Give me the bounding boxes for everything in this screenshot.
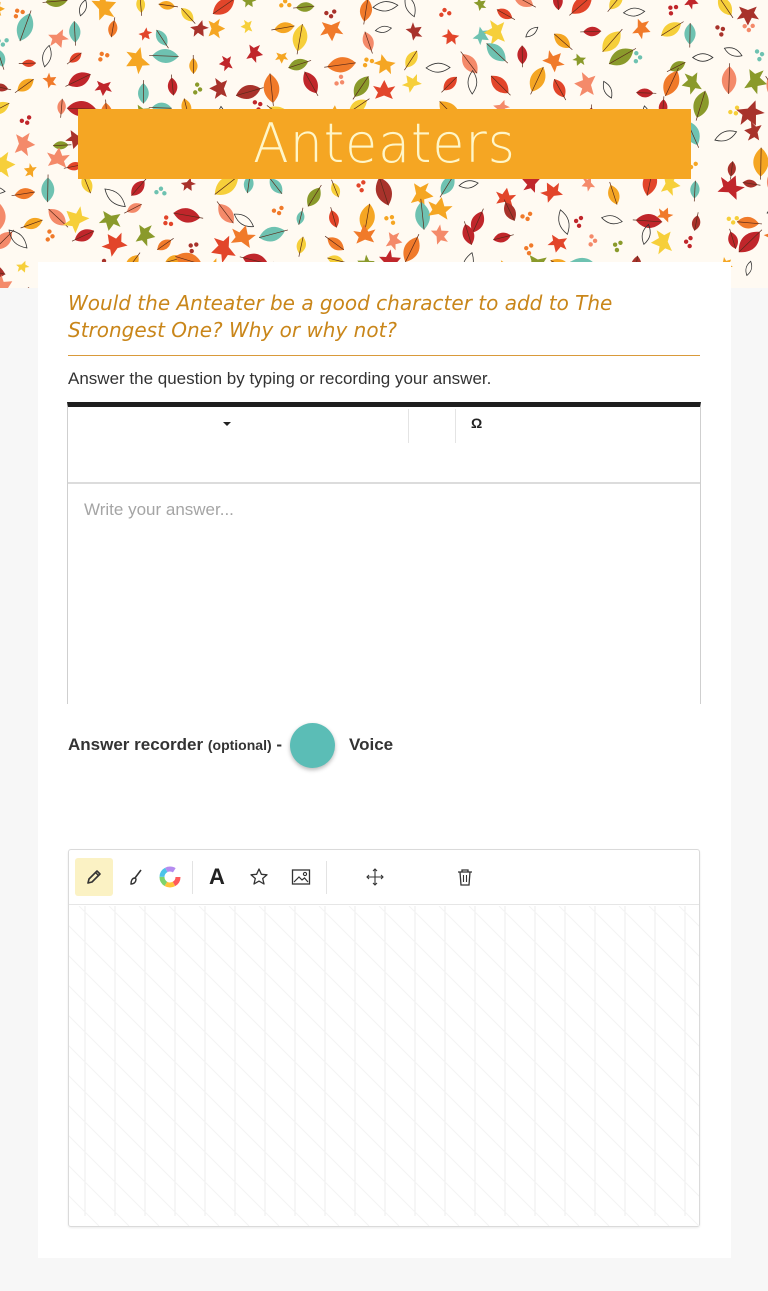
leaf-shape <box>279 0 292 8</box>
leaf-shape <box>734 224 768 257</box>
leaf-shape <box>601 80 615 100</box>
leaf-shape <box>549 77 570 103</box>
grid-diagonal <box>259 906 579 1226</box>
grid-diagonal <box>79 906 399 1226</box>
leaf-shape <box>178 5 199 27</box>
leaf-shape <box>42 0 68 8</box>
leaf-shape <box>322 232 347 254</box>
leaf-shape <box>610 238 623 253</box>
leaf-shape <box>98 211 123 233</box>
leaf-shape <box>353 223 377 243</box>
leaf-shape <box>734 99 768 131</box>
leaf-shape <box>399 231 426 265</box>
leaf-shape <box>385 230 404 251</box>
leaf-shape <box>486 71 515 100</box>
leaf-shape <box>713 128 738 144</box>
leaf-shape <box>693 54 713 62</box>
leaf-shape <box>218 55 233 72</box>
drawing-toolbar <box>69 850 699 905</box>
pencil-icon <box>84 867 104 887</box>
text-tool-button[interactable] <box>198 858 236 896</box>
leaf-shape <box>383 212 398 226</box>
leaf-shape <box>246 43 265 64</box>
leaf-shape <box>209 78 227 99</box>
leaf-shape <box>53 141 72 150</box>
leaf-shape <box>725 228 740 251</box>
record-button[interactable] <box>290 723 335 768</box>
leaf-shape <box>41 45 54 68</box>
leaf-shape <box>658 16 687 40</box>
leaf-shape <box>438 74 460 96</box>
leaf-shape <box>604 180 622 206</box>
leaf-shape <box>0 47 9 71</box>
grid-diagonal <box>69 906 369 1226</box>
leaf-shape <box>107 16 119 37</box>
leaf-shape <box>762 220 768 251</box>
leaf-shape <box>459 179 479 189</box>
leaf-shape <box>744 67 768 96</box>
leaf-shape <box>0 186 5 195</box>
leaf-shape <box>293 1 315 12</box>
leaf-shape <box>334 74 348 89</box>
leaf-shape <box>759 72 768 107</box>
leaf-shape <box>328 178 343 199</box>
image-icon <box>291 868 311 886</box>
leaf-shape <box>623 7 645 16</box>
leaf-shape <box>137 26 154 43</box>
leaf-shape <box>400 48 421 73</box>
leaf-shape <box>46 146 71 168</box>
leaf-shape <box>149 48 179 63</box>
leaf-shape <box>636 88 656 98</box>
leaf-shape <box>438 7 452 18</box>
leaf-shape <box>524 25 540 39</box>
leaf-shape <box>63 68 94 92</box>
leaf-shape <box>189 55 198 74</box>
leaf-shape <box>102 185 129 210</box>
leaf-shape <box>601 214 623 226</box>
grid-diagonal <box>69 906 99 1226</box>
drawing-panel <box>68 849 700 1227</box>
leaf-shape <box>0 98 12 119</box>
brush-icon <box>126 867 146 887</box>
recorder-dash: - <box>276 735 283 754</box>
leaf-shape <box>212 198 239 227</box>
leaf-shape <box>77 0 88 17</box>
image-tool-button[interactable] <box>282 858 320 896</box>
leaf-shape <box>726 216 739 225</box>
leaf-shape <box>572 214 583 228</box>
leaf-shape <box>690 181 700 202</box>
leaf-shape <box>160 214 174 229</box>
leaf-shape <box>324 9 338 20</box>
leaf-shape <box>232 211 256 231</box>
leaf-shape <box>15 260 31 275</box>
leaf-shape <box>683 235 693 248</box>
leaf-shape <box>492 230 515 244</box>
leaf-shape <box>580 26 601 36</box>
answer-input[interactable] <box>68 486 700 704</box>
grid-diagonal <box>69 906 129 1226</box>
leaf-shape <box>746 287 768 288</box>
leaf-shape <box>714 0 738 21</box>
leaf-shape <box>287 55 313 73</box>
leaf-shape <box>723 45 743 59</box>
leaf-shape <box>414 198 432 230</box>
leaf-shape <box>743 121 762 143</box>
editor-toolbar <box>68 407 700 484</box>
leaf-shape <box>737 7 759 26</box>
leaf-shape <box>257 223 290 244</box>
leaf-shape <box>714 22 727 37</box>
leaf-shape <box>550 30 576 54</box>
trash-icon <box>456 867 474 887</box>
leaf-shape <box>370 53 397 79</box>
leaf-shape <box>684 23 696 48</box>
leaf-shape <box>136 0 146 16</box>
leaf-shape <box>15 132 36 157</box>
leaf-shape <box>753 147 768 179</box>
leaf-shape <box>360 55 375 69</box>
leaf-shape <box>742 24 755 33</box>
leaf-shape <box>355 179 366 193</box>
delete-button[interactable] <box>446 858 484 896</box>
leaf-shape <box>155 235 176 254</box>
leaf-shape <box>135 223 157 248</box>
leaf-shape <box>742 179 761 190</box>
leaf-shape <box>373 80 396 99</box>
leaf-shape <box>152 27 172 51</box>
leaf-shape <box>0 225 19 253</box>
special-character-button[interactable]: Ω <box>471 415 483 431</box>
color-wheel-icon <box>159 866 181 888</box>
leaf-shape <box>0 38 9 47</box>
toolbar-divider <box>192 861 193 894</box>
leaf-shape <box>556 209 572 236</box>
leaf-shape <box>41 174 54 202</box>
leaf-shape <box>360 30 378 55</box>
leaf-shape <box>721 63 737 94</box>
leaf-shape <box>565 0 597 21</box>
leaf-shape <box>19 59 36 67</box>
leaf-shape <box>373 1 399 13</box>
leaf-shape <box>744 261 753 277</box>
leaf-shape <box>522 242 533 256</box>
leaf-shape <box>207 233 237 265</box>
leaf-shape <box>689 89 712 123</box>
leaf-shape <box>234 81 265 102</box>
leaf-shape <box>375 25 392 34</box>
leaf-shape <box>65 50 84 68</box>
leaf-shape <box>399 70 424 94</box>
move-tool-button[interactable] <box>356 858 394 896</box>
leaf-shape <box>736 216 762 230</box>
leaf-shape <box>90 0 121 23</box>
leaf-shape <box>295 207 307 226</box>
leaf-shape <box>44 205 72 232</box>
leaf-shape <box>209 19 226 39</box>
leaf-shape <box>262 73 281 107</box>
leaf-shape <box>405 20 427 42</box>
leaf-shape <box>185 239 199 254</box>
leaf-shape <box>430 222 453 246</box>
leaf-shape <box>270 21 295 36</box>
pencil-tool-button[interactable] <box>75 858 113 896</box>
leaf-shape <box>511 0 539 12</box>
leaf-shape <box>482 38 512 68</box>
leaf-shape <box>0 2 5 17</box>
leaf-shape <box>691 212 703 232</box>
grid-diagonal <box>139 906 459 1226</box>
leaf-shape <box>546 234 569 255</box>
leaf-shape <box>632 213 662 229</box>
leaf-shape <box>571 53 587 68</box>
leaf-shape <box>426 63 450 72</box>
leaf-shape <box>754 48 766 62</box>
leaf-shape <box>209 0 241 20</box>
leaf-shape <box>167 74 179 96</box>
grid-diagonal <box>229 906 549 1226</box>
leaf-shape <box>56 98 66 118</box>
leaf-shape <box>294 236 307 258</box>
instruction-text: Answer the question by typing or recording your answer. <box>68 369 492 388</box>
leaf-shape <box>241 0 258 11</box>
leaf-shape <box>154 186 167 196</box>
leaf-shape <box>120 45 151 78</box>
leaf-shape <box>303 182 326 210</box>
grid-diagonal <box>469 906 699 1226</box>
leaf-shape <box>122 200 143 217</box>
grid-diagonal <box>69 906 219 1226</box>
grid-diagonal <box>349 906 669 1226</box>
recorder-optional-text: (optional) <box>207 737 272 753</box>
leaf-shape <box>13 285 36 288</box>
leaf-shape <box>483 20 505 45</box>
grid-diagonal <box>69 906 249 1226</box>
grid-diagonal <box>69 906 309 1226</box>
leaf-shape <box>456 48 482 77</box>
leaf-shape <box>320 21 344 42</box>
grid-diagonal <box>289 906 609 1226</box>
recorder-label-text: Answer recorder <box>68 735 204 754</box>
leaf-shape <box>520 211 534 223</box>
star-icon <box>249 867 269 887</box>
leaf-shape <box>98 227 130 258</box>
leaf-shape <box>665 1 679 16</box>
toolbar-divider <box>408 409 409 443</box>
leaf-shape <box>0 199 7 232</box>
leaf-shape <box>358 0 374 25</box>
leaf-shape <box>473 0 489 12</box>
move-icon <box>365 867 385 887</box>
question-divider <box>68 355 700 356</box>
leaf-shape <box>541 46 569 74</box>
leaf-shape <box>189 19 212 41</box>
stamp-tool-button[interactable] <box>240 858 278 896</box>
title-bar <box>78 109 691 179</box>
leaf-shape <box>95 49 110 63</box>
toolbar-divider <box>455 409 456 443</box>
leaf-shape <box>180 177 198 195</box>
leaf-shape <box>679 70 703 96</box>
grid-diagonal <box>589 906 699 1226</box>
leaf-shape <box>588 234 598 247</box>
leaf-shape <box>299 69 324 99</box>
leaf-shape <box>158 0 178 11</box>
recorder-label <box>68 735 282 755</box>
question-card <box>38 262 731 1258</box>
leaf-shape <box>45 229 56 243</box>
leaf-shape <box>632 17 655 41</box>
grid-diagonal <box>379 906 699 1226</box>
leaf-shape <box>524 64 550 97</box>
leaf-shape <box>402 0 419 18</box>
grid-diagonal <box>529 906 699 1226</box>
voice-label: Voice <box>349 735 394 754</box>
leaf-shape <box>650 229 672 255</box>
leaf-shape <box>138 80 149 103</box>
leaf-shape <box>69 21 82 46</box>
leaf-shape <box>552 0 563 10</box>
drawing-canvas[interactable] <box>69 906 699 1226</box>
leaf-shape <box>495 6 518 24</box>
format-dropdown[interactable] <box>68 407 408 443</box>
leaf-shape <box>573 72 596 98</box>
leaf-shape <box>0 152 16 178</box>
text-icon: A <box>209 864 225 889</box>
leaf-shape <box>275 52 288 63</box>
leaf-shape <box>326 206 341 229</box>
leaf-shape <box>19 114 34 127</box>
canvas-grid <box>69 906 699 1226</box>
leaf-shape <box>42 71 60 90</box>
brush-tool-button[interactable] <box>117 858 155 896</box>
leaf-shape <box>323 55 357 74</box>
leaf-shape <box>240 19 252 33</box>
leaf-shape <box>271 205 286 217</box>
leaf-shape <box>468 70 477 94</box>
color-picker-button[interactable] <box>151 858 189 896</box>
caret-down-icon <box>223 422 231 426</box>
grid-diagonal <box>319 906 639 1226</box>
grid-diagonal <box>649 906 699 1226</box>
leaf-shape <box>12 75 37 97</box>
leaf-shape <box>634 51 643 64</box>
leaf-shape <box>347 73 373 103</box>
toolbar-divider <box>326 861 327 894</box>
leaf-shape <box>439 28 460 49</box>
leaf-shape <box>11 187 36 201</box>
header-banner <box>0 0 768 288</box>
leaf-shape <box>537 178 564 204</box>
leaf-shape <box>0 82 12 93</box>
question-text: Would the Anteater be a good character to add to The Strongest One? Why or why not? <box>68 291 613 342</box>
leaf-shape <box>193 82 204 96</box>
leaf-shape <box>684 0 701 11</box>
leaf-shape <box>172 206 204 225</box>
leaf-shape <box>22 162 38 179</box>
leaf-shape <box>94 81 112 97</box>
grid-diagonal <box>169 906 489 1226</box>
leaf-shape <box>517 45 527 67</box>
answer-editor <box>67 402 701 704</box>
page-title: Anteaters <box>253 112 516 176</box>
answer-recorder <box>68 722 393 768</box>
grid-diagonal <box>109 906 429 1226</box>
leaf-shape <box>13 8 39 44</box>
grid-diagonal <box>199 906 519 1226</box>
leaf-shape <box>19 215 45 233</box>
